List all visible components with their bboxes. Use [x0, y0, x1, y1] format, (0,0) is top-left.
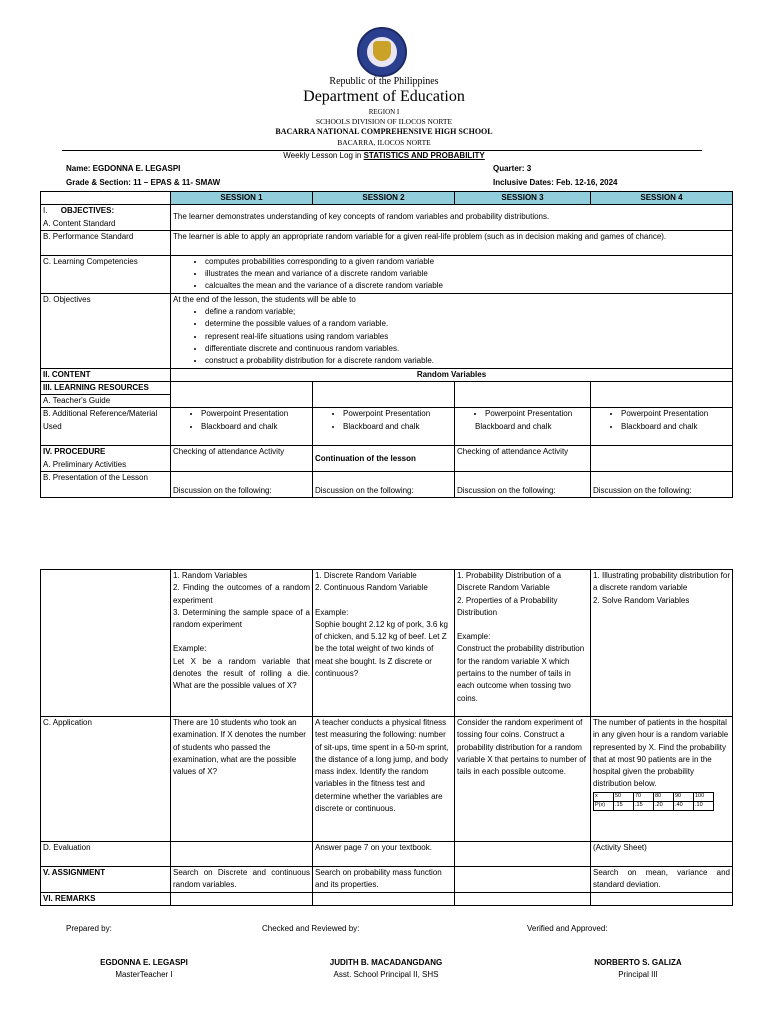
- log-title: [0, 151, 768, 160]
- resources-session-4: [591, 408, 733, 446]
- verified-title: Principal III: [618, 970, 658, 979]
- dist-cell: .15: [614, 801, 634, 810]
- topics-session-4: [591, 570, 733, 717]
- session-2-header: SESSION 2: [313, 192, 455, 205]
- school-address: BACARRA, ILOCOS NORTE: [337, 138, 431, 147]
- dist-cell: 90: [674, 792, 694, 801]
- example-label: Example:: [457, 632, 491, 642]
- resources-row: [41, 381, 733, 394]
- empty-cell: [313, 892, 455, 905]
- spacer: [457, 619, 588, 631]
- presentation-label: B. Presentation of the Lesson: [41, 472, 171, 498]
- checked-label: Checked and Reviewed by:: [262, 924, 360, 933]
- evaluation-row: [41, 842, 733, 867]
- resource-item: • Blackboard and chalk: [621, 421, 730, 433]
- verified-name: NORBERTO S. GALIZA: [594, 958, 682, 967]
- remarks-row: [41, 892, 733, 905]
- dist-cell: P(x): [594, 801, 614, 810]
- spacer: [315, 595, 452, 607]
- discussion-session-1: Discussion on the following:: [171, 472, 313, 498]
- application-session-4: [591, 717, 733, 842]
- resource-item: • Blackboard and chalk: [201, 421, 310, 433]
- empty-cell: [591, 381, 733, 408]
- resources-session-2: [313, 408, 455, 446]
- log-title-prefix: Weekly Lesson Log in: [283, 151, 364, 160]
- department-title: Department of Education: [303, 88, 465, 105]
- content-row: [41, 368, 733, 381]
- attendance-session-3: Checking of attendance Activity: [455, 446, 591, 472]
- objective-item: • determine the possible values of a random variable.: [205, 318, 730, 330]
- example-label: Example:: [173, 644, 207, 654]
- dist-cell: 70: [634, 792, 654, 801]
- republic-line: Republic of the Philippines: [329, 76, 439, 87]
- objectives-label: OBJECTIVES:: [60, 206, 115, 216]
- topics-session-3: [455, 570, 591, 717]
- topic-line: 2. Properties of a Probability Distribution: [457, 595, 558, 617]
- evaluation-session-2: Answer page 7 on your textbook.: [313, 842, 455, 867]
- checked-title: Asst. School Principal II, SHS: [333, 970, 439, 979]
- probability-distribution-table: [593, 792, 714, 811]
- discussion-session-3: Discussion on the following:: [455, 472, 591, 498]
- empty-cell: [455, 892, 591, 905]
- discussion-session-4: Discussion on the following:: [591, 472, 733, 498]
- topic-line: 1. Illustrating probability distribution for a discrete random variable: [593, 571, 730, 593]
- content-standard-label: A. Content Standard: [43, 218, 116, 228]
- content-value: Random Variables: [171, 368, 733, 381]
- verified-label: Verified and Approved:: [527, 924, 608, 933]
- competencies-row: [41, 255, 733, 293]
- empty-cell: [313, 381, 455, 408]
- topics-session-2: [313, 570, 455, 717]
- grade-section: Grade & Section: 11 – EPAS & 11- SMAW: [66, 178, 221, 187]
- application-text: The number of patients in the hospital in any given hour is a random variable represented by X. Find the probability that at most 90 patients are in the hospital given the probability distribution below.: [593, 718, 729, 789]
- topic-line: 2. Finding the outcomes of a random experiment: [173, 583, 310, 605]
- deped-seal-icon: [357, 27, 407, 77]
- session-1-header: SESSION 1: [171, 192, 313, 205]
- school-name: BACARRA NATIONAL COMPREHENSIVE HIGH SCHOOL: [275, 127, 493, 136]
- blank-header: [41, 192, 171, 205]
- topic-line: 1. Probability Distribution of a Discrete Random Variable: [457, 571, 562, 593]
- content-label: II. CONTENT: [41, 368, 171, 381]
- objective-item: • represent real-life situations using random variables: [205, 331, 730, 343]
- dist-cell: .15: [634, 801, 654, 810]
- resource-item: Blackboard and chalk: [475, 421, 552, 431]
- dist-cell: .20: [654, 801, 674, 810]
- prepared-title: MasterTeacher I: [115, 970, 173, 979]
- procedure-row: [41, 446, 733, 472]
- remarks-label: VI. REMARKS: [41, 892, 171, 905]
- dist-cell: x: [594, 792, 614, 801]
- example-text: Sophie bought 2.12 kg of pork, 3.6 kg of chicken, and 5.12 kg of beef. Let Z be the total weight of two kinds of meat she bought. Is Z discrete or continuous?: [315, 619, 448, 679]
- preliminary-label: A. Preliminary Activities: [43, 459, 127, 469]
- objectives-d-cell: [171, 293, 733, 368]
- resource-item: • Blackboard and chalk: [343, 421, 452, 433]
- example-label: Example:: [315, 607, 349, 617]
- session-header-row: [41, 192, 733, 205]
- empty-cell: [455, 867, 591, 893]
- assignment-session-1: Search on Discrete and continuous random variables.: [171, 867, 313, 893]
- resource-item: • Powerpoint Presentation: [201, 408, 310, 420]
- application-label: C. Application: [41, 717, 171, 842]
- topic-line: 2. Continuous Random Variable: [315, 583, 428, 593]
- content-standard: The learner demonstrates understanding of key concepts of random variables and probability distributions.: [171, 205, 733, 231]
- dist-cell: 50: [614, 792, 634, 801]
- competencies-cell: [171, 255, 733, 293]
- resources-session-3: [455, 408, 591, 446]
- topic-line: 1. Random Variables: [173, 571, 248, 580]
- empty-cell: [171, 381, 313, 408]
- resource-item: • Powerpoint Presentation: [621, 408, 730, 420]
- competency-item: • computes probabilities corresponding to a given random variable: [205, 256, 730, 268]
- performance-row: [41, 230, 733, 255]
- performance-label: B. Performance Standard: [41, 230, 171, 255]
- application-row: [41, 717, 733, 842]
- continuation-session-2: Continuation of the lesson: [313, 446, 455, 472]
- quarter: Quarter: 3: [493, 164, 532, 173]
- attendance-session-1: Checking of attendance Activity: [171, 446, 313, 472]
- session-3-header: SESSION 3: [455, 192, 591, 205]
- spacer: [173, 631, 310, 643]
- resource-item: • Powerpoint Presentation: [343, 408, 452, 420]
- assignment-label: V. ASSIGNMENT: [41, 867, 171, 893]
- example-text: Let X be a random variable that denotes the result of rolling a die. What are the possible values of X?: [173, 656, 310, 691]
- competency-item: • illustrates the mean and variance of a discrete random variable: [205, 268, 730, 280]
- log-title-subject: STATISTICS AND PROBABILITY: [363, 151, 485, 160]
- resources-session-1: [171, 408, 313, 446]
- competencies-label: C. Learning Competencies: [41, 255, 171, 293]
- dist-p-row: [594, 801, 714, 810]
- application-session-2: A teacher conducts a physical fitness test measuring the following: number of sit-ups, time spent in a 50-m sprint, the distance of a long jump, and body mass index. Identify the random variables in the fitness test and determine whether the variables are discrete or continuous.: [313, 717, 455, 842]
- empty-cell: [455, 381, 591, 408]
- objective-item: • define a random variable;: [205, 306, 730, 318]
- objectives-d-label: D. Objectives: [41, 293, 171, 368]
- empty-cell: [41, 570, 171, 717]
- checked-name: JUDITH B. MACADANGDANG: [329, 958, 443, 967]
- empty-cell: [591, 892, 733, 905]
- objective-item: • differentiate discrete and continuous random variables.: [205, 343, 730, 355]
- empty-cell: [455, 842, 591, 867]
- region-line: REGION I: [368, 108, 400, 116]
- dist-cell: .10: [694, 801, 714, 810]
- prepared-label: Prepared by:: [66, 924, 112, 933]
- additional-resources-row: [41, 408, 733, 446]
- empty-cell: [171, 892, 313, 905]
- topics-row: [41, 570, 733, 717]
- division-line: SCHOOLS DIVISION OF ILOCOS NORTE: [315, 117, 453, 126]
- assignment-session-4: Search on mean, variance and standard deviation.: [591, 867, 733, 893]
- procedure-label: IV. PROCEDURE: [43, 447, 106, 457]
- session-4-header: SESSION 4: [591, 192, 733, 205]
- objective-item: • construct a probability distribution for a discrete random variable.: [205, 355, 730, 367]
- presentation-row: [41, 472, 733, 498]
- resources-label: III. LEARNING RESOURCES: [41, 381, 171, 394]
- procedure-label-cell: [41, 446, 171, 472]
- topics-session-1: [171, 570, 313, 717]
- assignment-session-2: Search on probability mass function and its properties.: [313, 867, 455, 893]
- objectives-d-row: [41, 293, 733, 368]
- empty-cell: [171, 842, 313, 867]
- prepared-name: EGDONNA E. LEGASPI: [100, 958, 188, 967]
- objectives-label-cell: [41, 205, 171, 231]
- lesson-log-table-bottom: [40, 569, 733, 906]
- additional-label: B. Additional Reference/Material Used: [41, 408, 171, 446]
- discussion-session-2: Discussion on the following:: [313, 472, 455, 498]
- topic-line: 1. Discrete Random Variable: [315, 571, 417, 580]
- topic-line: 2. Solve Random Variables: [593, 595, 690, 605]
- inclusive-dates: Inclusive Dates: Feb. 12-16, 2024: [493, 178, 618, 187]
- dist-cell: 80: [654, 792, 674, 801]
- evaluation-session-4: (Activity Sheet): [591, 842, 733, 867]
- dist-x-row: [594, 792, 714, 801]
- performance-standard: The learner is able to apply an appropriate random variable for a given real-life problem (such as in decision making and games of chance).: [171, 230, 733, 255]
- resource-item: • Powerpoint Presentation: [485, 408, 588, 420]
- application-session-3: Consider the random experiment of tossing four coins. Construct a probability distribution for a random variable X that pertains to number of tails in each possible outcome.: [455, 717, 591, 842]
- dist-cell: .40: [674, 801, 694, 810]
- objectives-num: I.: [43, 206, 48, 216]
- evaluation-label: D. Evaluation: [41, 842, 171, 867]
- empty-cell: [591, 446, 733, 472]
- objectives-row: [41, 205, 733, 231]
- assignment-row: [41, 867, 733, 893]
- application-session-1: There are 10 students who took an examination. If X denotes the number of students who passed the examination, what are the possible values of X?: [171, 717, 313, 842]
- competency-item: • calcualtes the mean and the variance of a discrete random variable: [205, 280, 730, 292]
- objectives-intro: At the end of the lesson, the students will be able to: [173, 294, 356, 304]
- dist-cell: 100: [694, 792, 714, 801]
- teacher-name: Name: EGDONNA E. LEGASPI: [66, 164, 181, 173]
- teachers-guide-label: A. Teacher's Guide: [41, 395, 171, 408]
- example-text: Construct the probability distribution for the random variable X which pertains to the number of tails in each outcome when tossing two coins.: [457, 644, 585, 703]
- topic-line: 3. Determining the sample space of a random experiment: [173, 607, 310, 630]
- lesson-log-table-top: [40, 191, 733, 498]
